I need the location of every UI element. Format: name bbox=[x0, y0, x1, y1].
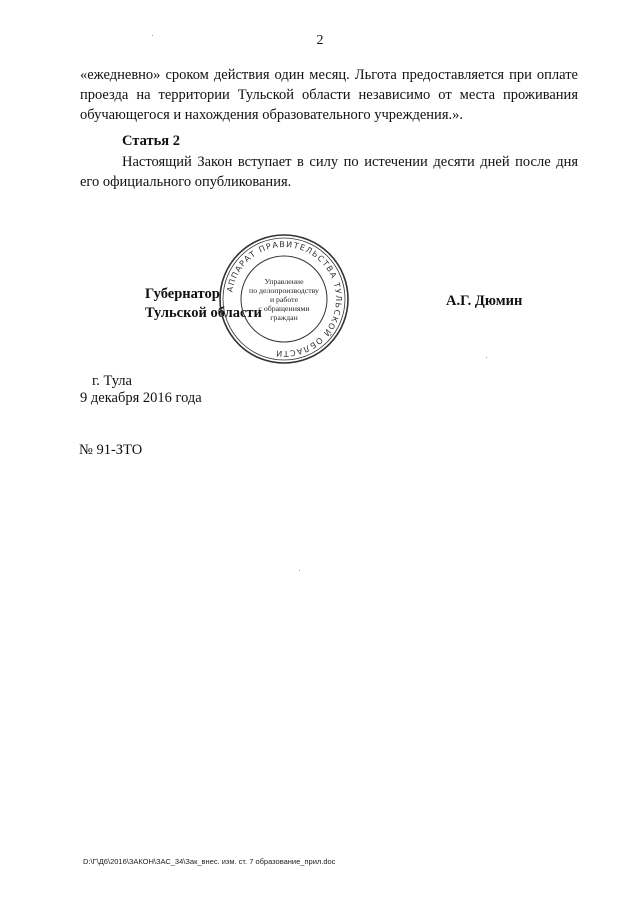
article-text: Настоящий Закон вступает в силу по истечении десяти дней после дня его официального опубликования. bbox=[80, 154, 578, 190]
file-path-footer: D:\Г\Д6\2016\ЗАКОН\ЗАС_34\Зак_внес. изм. ст. 7 образование_прил.doc bbox=[83, 857, 336, 866]
stamp-center-line-3: и работе bbox=[269, 295, 299, 304]
law-number: № 91-ЗТО bbox=[79, 442, 143, 458]
paragraph-continuation: «ежедневно» сроком действия один месяц. Льгота предоставляется при оплате проезда на территории Тульской области независимо от места проживания обучающегося и нахождения образовательного учреждения.». bbox=[80, 67, 578, 123]
signatory-name: А.Г. Дюмин bbox=[446, 293, 523, 309]
stamp-center-line-5: граждан bbox=[270, 313, 298, 322]
stamp-center-line-1: Управление bbox=[264, 277, 304, 286]
stamp-ring-text: АППАРАТ ПРАВИТЕЛЬСТВА ТУЛЬСКОЙ ОБЛАСТИ bbox=[225, 239, 344, 359]
scan-speck bbox=[486, 357, 487, 358]
page-number: 2 bbox=[316, 33, 324, 48]
signatory-title-line-2: Тульской области bbox=[145, 305, 262, 321]
stamp-center-line-4: с обращениями bbox=[258, 304, 310, 313]
article-heading: Статья 2 bbox=[122, 133, 180, 149]
date-of-signing: 9 декабря 2016 года bbox=[80, 390, 202, 406]
place-of-signing: г. Тула bbox=[92, 373, 132, 389]
official-stamp bbox=[217, 232, 351, 366]
scan-speck bbox=[299, 570, 300, 571]
stamp-center-line-2: по делопроизводству bbox=[249, 286, 319, 295]
signatory-title-line-1: Губернатор bbox=[145, 286, 220, 302]
scan-speck bbox=[152, 35, 153, 36]
